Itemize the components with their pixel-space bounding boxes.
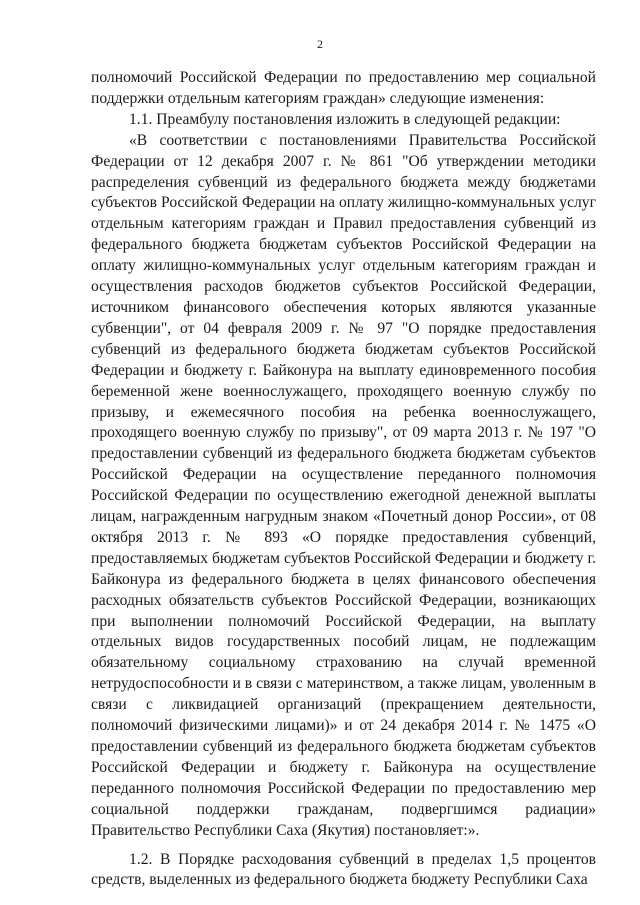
document-body	[91, 68, 596, 891]
paragraph-item-1-2: 1.2. В Порядке расходования субвенций в пределах 1,5 процентов средств, выделенных из федерального бюджета бюджету Республики Саха	[91, 850, 596, 889]
page-number: 2	[317, 37, 323, 51]
paragraph-preamble-quote: «В соответствии с постановлениями Правительства Российской Федерации от 12 декабря 2007 г. № 861 "Об утверждении методики распределения субвенций из федерального бюджета между бюджетами субъектов Российской Федерации на оплату жилищно-коммунальных услуг отдельным категориям граждан и Правил предоставления субвенций из федерального бюджета бюджетам субъектов Российской Федерации на оплату жилищно-коммунальных услуг отдельным категориям граждан и осуществления расходов бюджетов субъектов Российской Федерации, источником финансового обеспечения которых являются указанные субвенции", от 04 февраля 2009 г. № 97 "О порядке предоставления субвенций из федерального бюджета бюджетам субъектов Российской Федерации и бюджету г. Байконура на выплату единовременного пособия беременной жене военнослужащего, проходящего военную службу по призыву, и ежемесячного пособия на ребенка военнослужащего, проходящего военную службу по призыву", от 09 марта 2013 г. № 197 "О предоставлении субвенций из федерального бюджета бюджетам субъектов Российской Федерации на осуществление переданного полномочия Российской Федерации по осуществлению ежегодной денежной выплаты лицам, награжденным нагрудным знаком «Почетный донор России», от 08 октября 2013 г. № 893 «О порядке предоставления субвенций, предоставляемых бюджетам субъектов Российской Федерации и бюджету г. Байконура из федерального бюджета в целях финансового обеспечения расходных обязательств субъектов Российской Федерации, возникающих при выполнении полномочий Российской Федерации, на выплату отдельных видов государственных пособий лицам, не подлежащим обязательному социальному страхованию на случай временной нетрудоспособности и в связи с материнством, а также лицам, уволенным в связи с ликвидацией организаций (прекращением деятельности, полномочий физическими лицами)» и от 24 декабря 2014 г. № 1475 «О предоставлении субвенций из федерального бюджета бюджетам субъектов Российской Федерации и бюджету г. Байконура на осуществление переданного полномочия Российской Федерации по предоставлению мер социальной поддержки гражданам, подвергшимся радиации» Правительство Республики Саха (Якутия) постановляет:».	[91, 131, 596, 839]
paragraph-item-1-1: 1.1. Преамбулу постановления изложить в следующей редакции:	[129, 110, 561, 128]
paragraph-continuation: полномочий Российской Федерации по предоставлению мер социальной поддержки отдельным категориям граждан» следующие изменения:	[91, 69, 596, 107]
